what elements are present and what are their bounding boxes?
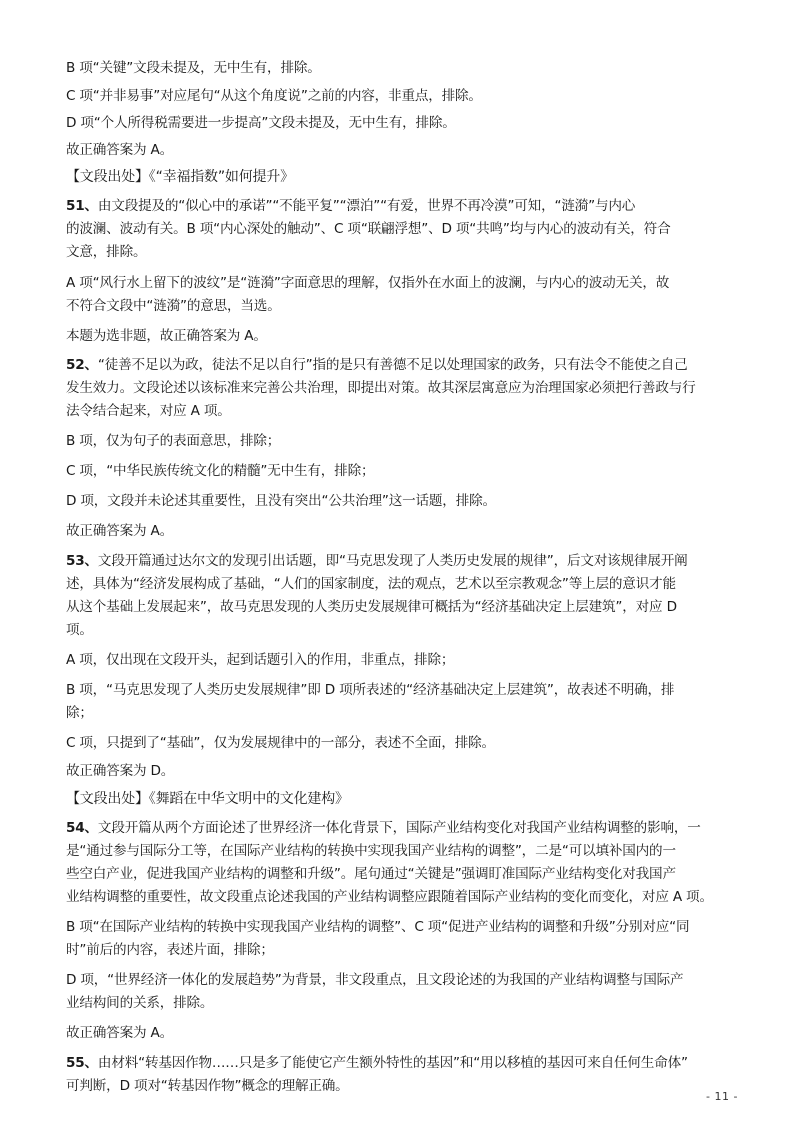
source-citation — [66, 168, 294, 186]
line-text: C 项，只提到了“基础”，仅为发展规律中的一部分，表述不全面，排除。 — [66, 735, 495, 751]
text-line — [66, 462, 374, 480]
line-text: 故正确答案为 D。 — [66, 763, 175, 779]
line-text: 法令结合起来，对应 A 项。 — [66, 403, 231, 419]
line-text: 从这个基础上发展起来”，故马克思发现的人类历史发展规律可概括为“经济基础决定上层建筑”，对应 D — [66, 599, 677, 615]
text-line — [66, 297, 281, 315]
line-text: 发生效力。文段论述以该标准来完善公共治理，即提出对策。故其深层寓意应为治理国家必须把行善政与行 — [66, 380, 696, 396]
line-text: 除； — [66, 705, 93, 721]
line-text: 业结构调整的重要性，故文段重点论述我国的产业结构调整应跟随着国际产业结构的变化而变化，对应 A 项。 — [66, 889, 713, 905]
text-line — [66, 59, 321, 77]
line-text: 故正确答案为 A。 — [66, 142, 173, 158]
question-number: 54、 — [66, 820, 98, 836]
text-line — [66, 941, 274, 959]
text-line — [66, 1024, 173, 1042]
line-text: 本题为选非题，故正确答案为 A。 — [66, 328, 267, 344]
question-number: 52、 — [66, 357, 98, 373]
question-explanation-start — [66, 552, 688, 570]
line-text: 是“通过参与国际分工等，在国际产业结构的转换中实现我国产业结构的调整”，二是“可以填补国内的一 — [66, 843, 676, 859]
line-text: 由文段提及的“似心中的承诺”“不能平复”“漂泊”“有爱，世界不再冷漠”可知，“涟漪”与内心 — [97, 198, 636, 214]
line-text: B 项“在国际产业结构的转换中实现我国产业结构的调整”、C 项“促进产业结构的调整和升级”分别对应“同 — [66, 919, 690, 935]
question-number: 55、 — [66, 1055, 98, 1071]
line-text: 文意，排除。 — [66, 244, 147, 260]
text-line — [66, 379, 696, 397]
text-line — [66, 842, 676, 860]
text-line — [66, 522, 173, 540]
line-text: D 项，“世界经济一体化的发展趋势”为背景，非文段重点，且文段论述的为我国的产业结构调整与国际产 — [66, 972, 684, 988]
question-explanation-start — [66, 1054, 688, 1072]
text-line — [66, 87, 482, 105]
question-number: 53、 — [66, 553, 98, 569]
line-text: 故正确答案为 A。 — [66, 1025, 173, 1041]
line-text: 由材料“转基因作物……只是多了能使它产生额外特性的基因”和“用以移植的基因可来自任何生命体” — [97, 1055, 688, 1071]
text-line — [66, 243, 146, 261]
text-line — [66, 141, 173, 159]
line-text: B 项“关键”文段未提及，无中生有，排除。 — [66, 60, 321, 76]
line-text: 项。 — [66, 622, 93, 638]
line-text: B 项，“马克思发现了人类历史发展规律”即 D 项所表述的“经济基础决定上层建筑”，故表述不明确，排 — [66, 682, 675, 698]
question-explanation-start — [66, 819, 701, 837]
text-line — [66, 651, 454, 669]
text-line — [66, 994, 213, 1012]
text-line — [66, 971, 683, 989]
line-text: 时”前后的内容，表述片面，排除； — [66, 942, 274, 958]
text-line — [66, 762, 174, 780]
line-text: “徒善不足以为政，徒法不足以自行”指的是只有善德不足以处理国家的政务，只有法令不能使之自己 — [97, 357, 688, 373]
question-number: 51、 — [66, 198, 98, 214]
question-explanation-start — [66, 356, 688, 374]
text-line — [66, 734, 495, 752]
text-line — [66, 402, 231, 420]
line-text: 文段开篇通过达尔文的发现引出话题，即“马克思发现了人类历史发展的规律”，后文对该规律展开阐 — [97, 553, 688, 569]
text-line — [66, 432, 280, 450]
line-text: A 项“风行水上留下的波纹”是“涟漪”字面意思的理解，仅指外在水面上的波澜，与内心的波动无关，故 — [66, 275, 670, 291]
line-text: 些空白产业，促进我国产业结构的调整和升级”。尾句通过“关键是”强调盯准国际产业结构变化对我国产 — [66, 866, 676, 882]
line-text: 【文段出处】《舞蹈在中华文明中的文化建构》 — [66, 791, 349, 807]
text-line — [66, 575, 676, 593]
line-text: 的波澜、波动有关。B 项“内心深处的触动”、C 项“联翩浮想”、D 项“共鸣”均与内心的波动有关，符合 — [66, 221, 671, 237]
line-text: 业结构间的关系，排除。 — [66, 995, 214, 1011]
line-text: A 项，仅出现在文段开头，起到话题引入的作用，非重点，排除； — [66, 652, 455, 668]
text-line — [66, 1077, 349, 1095]
line-text: C 项“并非易事”对应尾句“从这个角度说”之前的内容，非重点，排除。 — [66, 88, 482, 104]
line-text: D 项，文段并未论述其重要性，且没有突出“公共治理”这一话题，排除。 — [66, 493, 496, 509]
text-line — [66, 888, 713, 906]
line-text: 不符合文段中“涟漪”的意思，当选。 — [66, 298, 281, 314]
question-explanation-start — [66, 197, 635, 215]
line-text: C 项，“中华民族传统文化的精髓”无中生有，排除； — [66, 463, 375, 479]
text-line — [66, 598, 677, 616]
line-text: 述，具体为“经济发展构成了基础，“人们的国家制度，法的观点，艺术以至宗教观念”等上层的意识才能 — [66, 576, 676, 592]
text-line — [66, 327, 267, 345]
line-text: 故正确答案为 A。 — [66, 523, 173, 539]
line-text: 【文段出处】《“幸福指数”如何提升》 — [66, 169, 294, 185]
text-line — [66, 865, 676, 883]
text-line — [66, 114, 456, 132]
text-line — [66, 681, 674, 699]
line-text: 可判断，D 项对“转基因作物”概念的理解正确。 — [66, 1078, 349, 1094]
text-line — [66, 621, 93, 639]
text-line — [66, 492, 496, 510]
text-line — [66, 704, 93, 722]
text-line — [66, 220, 670, 238]
line-text: 文段开篇从两个方面论述了世界经济一体化背景下，国际产业结构变化对我国产业结构调整的影响，一 — [97, 820, 701, 836]
line-text: B 项，仅为句子的表面意思，排除； — [66, 433, 281, 449]
text-line — [66, 274, 669, 292]
text-line — [66, 918, 689, 936]
page-number: - 11 - — [706, 1090, 738, 1103]
line-text: D 项“个人所得税需要进一步提高”文段未提及，无中生有，排除。 — [66, 115, 456, 131]
source-citation — [66, 790, 349, 808]
